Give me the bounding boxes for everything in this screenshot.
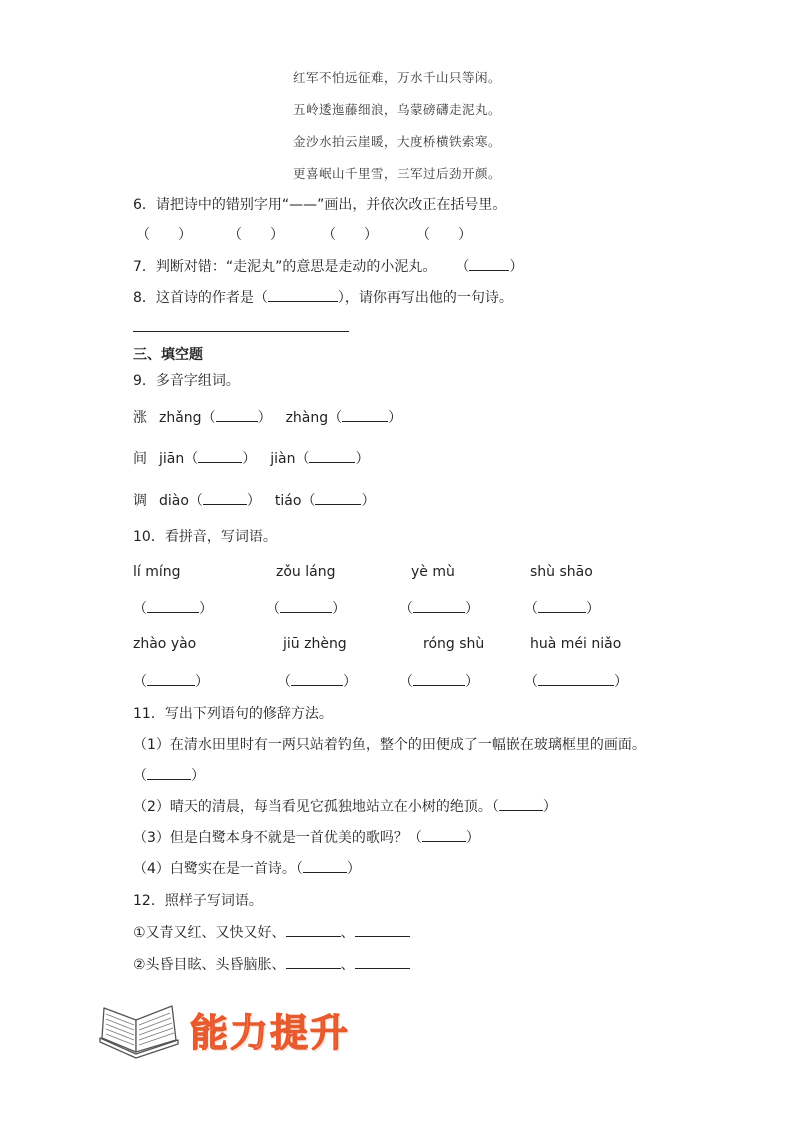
q11-sentence-4: [133, 858, 361, 878]
q9-pinyin: tiáo: [274, 493, 302, 509]
q7-close: ）: [509, 259, 524, 275]
paren-open: （: [399, 601, 413, 617]
q10-pinyin: huà méi niǎo: [530, 636, 622, 652]
paren-open: （: [301, 493, 316, 509]
poem-line-2: 五岭逶迤藤细浪，乌蒙磅礴走泥丸。: [292, 102, 501, 117]
q10-blank[interactable]: [538, 598, 586, 613]
q11-blank[interactable]: [303, 858, 347, 873]
q9-char: 调: [133, 493, 147, 509]
q9-pinyin: diào: [159, 493, 189, 509]
q12-line-2: [133, 954, 410, 974]
q10-blank[interactable]: [147, 671, 195, 686]
question-7: [133, 256, 523, 276]
paren-close: ）: [346, 861, 361, 877]
paren-close: ）: [614, 674, 628, 690]
q11-sentence-1: （1）在清水田里时有一两只站着钓鱼，整个的田便成了一幅嵌在玻璃框里的画面。: [133, 737, 646, 753]
paren-open: （: [133, 601, 147, 617]
paren-open: （: [133, 674, 147, 690]
q9-char: 涨: [133, 410, 147, 426]
paren-open: （: [277, 674, 291, 690]
paren-open: （: [295, 861, 303, 877]
q12-sep: 、: [340, 957, 355, 973]
q12-sep: 、: [340, 925, 355, 941]
paren-close: ）: [361, 493, 376, 509]
q9-blank[interactable]: [309, 448, 355, 463]
q8-text-a: 8．这首诗的作者是（: [133, 290, 268, 306]
q6-bracket-3[interactable]: （ ）: [322, 227, 378, 243]
question-9: 9．多音字组词。: [133, 373, 240, 389]
poem-line-3: 金沙水拍云崖暖，大度桥横铁索寒。: [292, 134, 501, 149]
q8-text-b: ），请你再写出他的一句诗。: [337, 290, 513, 306]
q10-answer: [524, 671, 628, 691]
q10-pinyin: zhào yào: [133, 636, 197, 652]
paren-open: （: [295, 451, 310, 467]
q10-answer: [266, 598, 346, 618]
paren-open: （: [399, 674, 413, 690]
q12-blank[interactable]: [286, 954, 341, 969]
paren-close: ）: [257, 410, 272, 426]
paren-open: （: [266, 601, 280, 617]
q12-example: ①又青又红、又快又好、: [133, 925, 286, 941]
paren-open: （: [328, 410, 343, 426]
paren-close: ）: [343, 674, 357, 690]
q10-blank[interactable]: [413, 671, 465, 686]
q11-sentence-2: [133, 796, 557, 816]
paren-close: ）: [242, 451, 257, 467]
q7-open: （: [462, 259, 470, 275]
q7-text: 7．判断对错：“走泥丸”的意思是走动的小泥丸。: [133, 259, 437, 275]
q9-row-3: [133, 490, 375, 510]
paren-open: （: [407, 830, 422, 846]
paren-open: （: [524, 674, 538, 690]
q10-blank[interactable]: [147, 598, 199, 613]
question-6: 6．请把诗中的错别字用“——”画出，并依次改正在括号里。: [133, 197, 507, 213]
paren-open: （: [188, 493, 203, 509]
paren-close: ）: [246, 493, 261, 509]
ability-improvement-title: 能力提升: [190, 1011, 351, 1055]
q9-blank[interactable]: [342, 407, 388, 422]
question-11: 11．写出下列语句的修辞方法。: [133, 706, 333, 722]
q6-bracket-4[interactable]: （ ）: [416, 227, 472, 243]
paren-close: ）: [332, 601, 346, 617]
paren-open: （: [184, 451, 199, 467]
q11-text: （4）白鹭实在是一首诗。: [133, 861, 296, 877]
q10-answer: [524, 598, 600, 618]
paren-close: ）: [586, 601, 600, 617]
q10-blank[interactable]: [413, 598, 465, 613]
q11-text: （2）晴天的清晨，每当看见它孤独地站立在小树的绝顶。: [133, 799, 492, 815]
q11-blank[interactable]: [147, 765, 191, 780]
question-12: 12．照样子写词语。: [133, 893, 263, 909]
q12-blank[interactable]: [286, 922, 341, 937]
q9-pinyin: zhàng: [285, 410, 329, 426]
q12-blank[interactable]: [355, 922, 410, 937]
q8-poem-line-blank[interactable]: [133, 331, 349, 332]
q10-pinyin: shù shāo: [530, 564, 593, 580]
poem-line-1: 红军不怕远征难，万水千山只等闲。: [292, 70, 501, 85]
q12-line-1: [133, 922, 410, 942]
q10-pinyin: zǒu láng: [276, 564, 336, 580]
q10-answer: [133, 598, 213, 618]
q10-answer: [133, 671, 209, 691]
q9-blank[interactable]: [315, 490, 361, 505]
poem-line-4: 更喜岷山千里雪，三军过后劲开颜。: [292, 166, 501, 181]
q11-blank[interactable]: [499, 796, 543, 811]
q10-pinyin: róng shù: [423, 636, 485, 652]
q10-pinyin: yè mù: [411, 564, 455, 580]
q11-answer-1: [133, 765, 205, 785]
q9-row-1: [133, 407, 402, 427]
q9-pinyin: zhǎng: [159, 410, 202, 426]
q9-pinyin: jiàn: [270, 451, 296, 467]
paren-close: ）: [465, 674, 479, 690]
q10-blank[interactable]: [538, 671, 614, 686]
paren-open: （: [524, 601, 538, 617]
paren-close: ）: [542, 799, 557, 815]
paren-close: ）: [388, 410, 403, 426]
q10-pinyin: jiū zhèng: [283, 636, 347, 652]
q6-bracket-1[interactable]: （ ）: [136, 227, 192, 243]
q10-pinyin: lí míng: [133, 564, 181, 580]
q10-answer: [277, 671, 357, 691]
question-8: [133, 287, 513, 307]
q10-blank[interactable]: [280, 598, 332, 613]
q7-answer-blank[interactable]: [469, 256, 509, 271]
paren-open: （: [133, 768, 147, 784]
paren-close: ）: [195, 674, 209, 690]
paren-open: （: [491, 799, 499, 815]
paren-close: ）: [199, 601, 213, 617]
q11-blank[interactable]: [422, 827, 466, 842]
q12-blank[interactable]: [355, 954, 410, 969]
q9-char: 间: [133, 451, 147, 467]
q9-row-2: [133, 448, 369, 468]
q9-pinyin: jiān: [159, 451, 185, 467]
open-book-icon: [96, 1000, 182, 1062]
q8-author-blank[interactable]: [268, 287, 338, 302]
q11-text: （3）但是白鹭本身不就是一首优美的歌吗？: [133, 830, 408, 846]
q10-answer: [399, 671, 479, 691]
q9-blank[interactable]: [216, 407, 258, 422]
q12-example: ②头昏目眩、头昏脑胀、: [133, 957, 286, 973]
q6-bracket-2[interactable]: （ ）: [228, 227, 284, 243]
paren-close: ）: [191, 768, 205, 784]
paren-close: ）: [465, 830, 480, 846]
paren-close: ）: [355, 451, 370, 467]
q9-blank[interactable]: [198, 448, 242, 463]
question-10: 10．看拼音，写词语。: [133, 529, 277, 545]
section-title: 三、填空题: [133, 347, 203, 363]
paren-open: （: [201, 410, 216, 426]
q11-sentence-3: [133, 827, 480, 847]
paren-close: ）: [465, 601, 479, 617]
q10-answer: [399, 598, 479, 618]
q9-blank[interactable]: [203, 490, 247, 505]
q10-blank[interactable]: [291, 671, 343, 686]
